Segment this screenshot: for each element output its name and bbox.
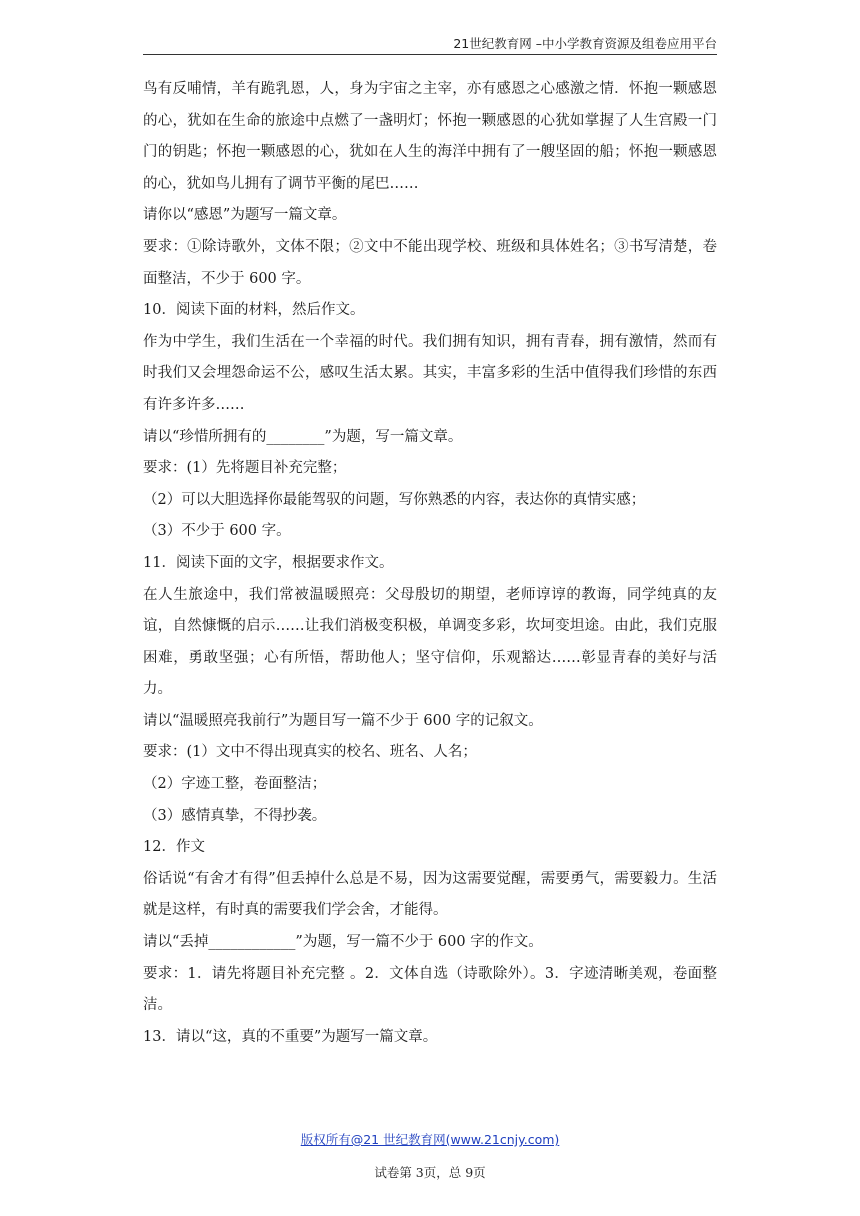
question-10-title: 10．阅读下面的材料，然后作文。: [143, 302, 365, 319]
paragraph-7: 要求：(1）先将题目补充完整；: [143, 460, 347, 477]
paragraph-11: 在人生旅途中，我们常被温暖照亮：父母殷切的期望，老师谆谆的教诲，同学纯真的友谊，自然慷慨的启示……让我们消极变积极，单调变多彩，坎坷变坦途。由此，我们克服困难，勇敢坚强；心有所悟，帮助他人；坚守信仰，乐观豁达……彰显青春的美好与活力。: [143, 586, 717, 698]
paragraph-9: （3）不少于 600 字。: [143, 523, 291, 540]
page-header: 21世纪教育网 –中小学教育资源及组卷应用平台: [143, 34, 717, 55]
question-13-title: 13．请以“这，真的不重要”为题写一篇文章。: [143, 1028, 438, 1045]
copyright-link[interactable]: 版权所有@21 世纪教育网(www.21cnjy.com): [300, 1132, 560, 1147]
paragraph-6: 请以“珍惜所拥有的________”为题，写一篇文章。: [143, 428, 463, 445]
paragraph-1: 鸟有反哺情，羊有跪乳恩，人，身为宇宙之主宰，亦有感恩之心感激之情．怀抱一颗感恩的心，犹如在生命的旅途中点燃了一盏明灯；怀抱一颗感恩的心犹如掌握了人生宫殿一门门的钥匙；怀抱一颗感恩的心，犹如在人生的海洋中拥有了一艘坚固的船；怀抱一颗感恩的心，犹如鸟儿拥有了调节平衡的尾巴……: [143, 81, 717, 192]
paragraph-5: 作为中学生，我们生活在一个幸福的时代。我们拥有知识，拥有青春，拥有激情，然而有时我们又会埋怨命运不公，感叹生活太累。其实，丰富多彩的生活中值得我们珍惜的东西有许多许多……: [143, 333, 717, 413]
paragraph-17: 俗话说“有舍才有得”但丢掉什么总是不易，因为这需要觉醒，需要勇气，需要毅力。生活就是这样，有时真的需要我们学会舍，才能得。: [143, 870, 717, 919]
paragraph-3: 要求：①除诗歌外，文体不限；②文中不能出现学校、班级和具体姓名；③书写清楚，卷面整洁，不少于 600 字。: [143, 238, 717, 287]
paragraph-14: （2）字迹工整，卷面整洁；: [143, 776, 327, 793]
paragraph-18: 请以“丢掉____________”为题，写一篇不少于 600 字的作文。: [143, 934, 543, 951]
paragraph-13: 要求：(1）文中不得出现真实的校名、班名、人名；: [143, 744, 477, 761]
question-11-title: 11．阅读下面的文字，根据要求作文。: [143, 554, 394, 571]
page-number: 试卷第 3页，总 9页: [374, 1165, 486, 1180]
question-12-title: 12．作文: [143, 839, 205, 856]
paragraph-19: 要求：1．请先将题目补充完整 。2．文体自选（诗歌除外）。3．字迹清晰美观，卷面整洁。: [143, 965, 717, 1014]
paragraph-12: 请以“温暖照亮我前行”为题目写一篇不少于 600 字的记叙文。: [143, 712, 543, 729]
document-body: [143, 74, 717, 1053]
paragraph-2: 请你以“感恩”为题写一篇文章。: [143, 207, 347, 224]
paragraph-8: （2）可以大胆选择你最能驾驭的问题，写你熟悉的内容，表达你的真情实感；: [143, 491, 646, 508]
paragraph-15: （3）感情真挚，不得抄袭。: [143, 807, 327, 824]
